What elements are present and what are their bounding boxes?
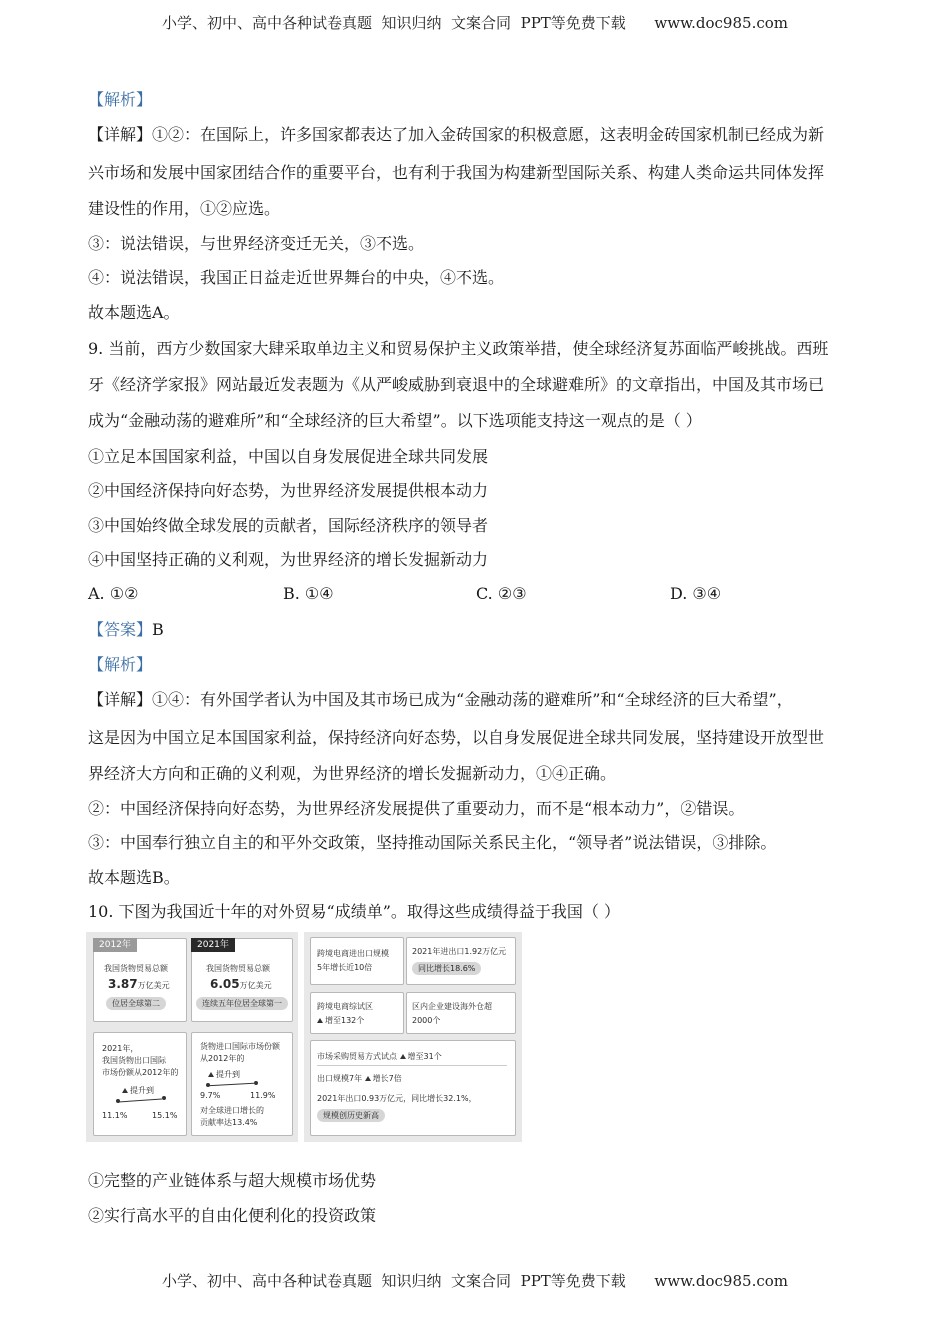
q9-stem-1: 9. 当前，西方少数国家大肆采取单边主义和贸易保护主义政策举措，使全球经济复苏面临严峻挑战。西班 xyxy=(88,339,829,358)
q9-detail-4: ②：中国经济保持向好态势，为世界经济发展提供了重要动力，而不是“根本动力”，②错误。 xyxy=(88,799,745,818)
up-arrow-icon xyxy=(317,1018,323,1023)
q9-options xyxy=(88,584,868,604)
detail-line-5: ④：说法错误，我国正日益走近世界舞台的中央，④不选。 xyxy=(88,268,505,287)
up-arrow-icon xyxy=(400,1054,406,1059)
tag-2012: 2012年 xyxy=(93,938,137,952)
c3-to: 15.1% xyxy=(152,1111,178,1120)
conclusion-line: 故本题选A。 xyxy=(88,303,180,322)
q10-statement-1: ①完整的产业链体系与超大规模市场优势 xyxy=(88,1171,377,1190)
up-arrow-icon xyxy=(365,1076,371,1081)
r1a-line-1: 跨境电商进出口规模 xyxy=(317,949,389,958)
q10-statement-2: ②实行高水平的自由化便利化的投资政策 xyxy=(88,1206,377,1225)
analysis-label: 【解析】 xyxy=(88,90,153,109)
c1-value-row xyxy=(108,977,170,991)
q9-statement-4: ④中国坚持正确的义利观，为世界经济的增长发掘新动力 xyxy=(88,550,489,569)
r2b-line-1: 区内企业建设海外仓超 xyxy=(412,1002,492,1011)
page-footer: 小学、初中、高中各种试卷真题 知识归纳 文案合同 PPT等免费下载 www.doc985.com xyxy=(161,1272,788,1290)
r3-divider xyxy=(317,1065,507,1066)
option-c: C. ②③ xyxy=(476,584,527,603)
card-pilot-zones xyxy=(310,992,404,1034)
card-market-procurement xyxy=(310,1040,516,1136)
option-d: D. ③④ xyxy=(670,584,722,603)
q9-statement-2: ②中国经济保持向好态势，为世界经济发展提供根本动力 xyxy=(88,481,489,500)
c3-line-2: 我国货物出口国际 xyxy=(102,1056,166,1065)
r3-line-1a: 市场采购贸易方式试点 xyxy=(317,1052,397,1061)
q9-analysis-label: 【解析】 xyxy=(88,655,153,674)
right-panel xyxy=(304,932,522,1142)
q9-statement-1: ①立足本国国家利益，中国以自身发展促进全球共同发展 xyxy=(88,447,489,466)
q9-detail-2: 这是因为中国立足本国国家利益，保持经济向好态势，以自身发展促进全球共同发展，坚持建设开放型世 xyxy=(88,728,825,747)
q9-answer xyxy=(88,620,868,640)
card-cross-border-scale xyxy=(310,937,404,985)
detail-line-4: ③：说法错误，与世界经济变迁无关，③不选。 xyxy=(88,234,425,253)
detail-line-2: 兴市场和发展中国家团结合作的重要平台，也有利于我国为构建新型国际关系、构建人类命运共同体发挥 xyxy=(88,163,825,182)
q9-detail-1 xyxy=(88,690,868,710)
card-cross-border-2021 xyxy=(406,937,516,985)
c4-from: 9.7% xyxy=(200,1091,221,1100)
c3-line-1: 2021年， xyxy=(102,1044,139,1053)
card-2021-total xyxy=(191,938,293,1022)
card-overseas-warehouse xyxy=(406,992,516,1034)
c3-dot-end xyxy=(162,1096,166,1100)
r1b-pill: 同比增长18.6% xyxy=(412,962,481,975)
q9-stem-3: 成为“金融动荡的避难所”和“全球经济的巨大希望”。以下选项能支持这一观点的是（ ） xyxy=(88,411,702,430)
c1-unit: 万亿美元 xyxy=(137,981,170,990)
c4-up xyxy=(208,1069,240,1080)
q9-detail-3: 界经济大方向和正确的义利观，为世界经济的增长发掘新动力，①④正确。 xyxy=(88,764,617,783)
c3-up xyxy=(122,1085,154,1096)
c4-line-3: 对全球进口增长的 xyxy=(200,1106,264,1115)
r2a-line-2-row xyxy=(317,1015,364,1026)
c2-unit: 万亿美元 xyxy=(239,981,272,990)
detail-label: 【详解】 xyxy=(88,125,153,144)
c2-value: 6.05 xyxy=(210,977,240,991)
r2b-line-2: 2000个 xyxy=(412,1016,441,1025)
c2-value-row xyxy=(210,977,272,991)
c1-pill: 位居全球第二 xyxy=(106,997,166,1010)
c3-trend-line xyxy=(118,1098,162,1102)
detail-text: ①②：在国际上，许多国家都表达了加入金砖国家的积极意愿，这表明金砖国家机制已经成为新 xyxy=(152,125,825,144)
answer-value: B xyxy=(152,620,164,639)
up-arrow-icon xyxy=(208,1072,214,1077)
c4-dot-end xyxy=(254,1081,258,1085)
r3-pill: 规模创历史新高 xyxy=(317,1109,385,1122)
q9-stem-2: 牙《经济学家报》网站最近发表题为《从严峻威胁到衰退中的全球避难所》的文章指出，中国及其市场已 xyxy=(88,375,825,394)
r2a-line-2: 增至132个 xyxy=(325,1016,365,1025)
card-import-share xyxy=(191,1032,293,1136)
q10-stem: 10. 下图为我国近十年的对外贸易“成绩单”。取得这些成绩得益于我国（ ） xyxy=(88,902,620,921)
q9-conclusion: 故本题选B。 xyxy=(88,868,180,887)
r3-line-2a: 出口规模7年 xyxy=(317,1074,363,1083)
r1a-line-2: 5年增长近10倍 xyxy=(317,963,373,972)
c1-label: 我国货物贸易总额 xyxy=(104,964,168,973)
r3-line-1 xyxy=(317,1051,442,1062)
answer-label: 【答案】 xyxy=(88,620,153,639)
r1b-line-1: 2021年进出口1.92万亿元 xyxy=(412,947,507,956)
q9-detail-text: ①④：有外国学者认为中国及其市场已成为“金融动荡的避难所”和“全球经济的巨大希望”， xyxy=(152,690,793,709)
up-arrow-icon xyxy=(122,1088,128,1093)
detail-line-1 xyxy=(88,125,868,145)
q9-detail-5: ③：中国奉行独立自主的和平外交政策，坚持推动国际关系民主化，“领导者”说法错误，③排除。 xyxy=(88,833,777,852)
left-panel xyxy=(86,932,298,1142)
c3-up-text: 提升到 xyxy=(130,1086,154,1095)
tag-2021: 2021年 xyxy=(191,938,235,952)
c1-value: 3.87 xyxy=(108,977,138,991)
r3-line-3: 2021年出口0.93万亿元，同比增长32.1%， xyxy=(317,1094,477,1103)
c2-pill: 连续五年位居全球第一 xyxy=(196,997,288,1010)
c4-up-text: 提升到 xyxy=(216,1070,240,1079)
c4-to: 11.9% xyxy=(250,1091,276,1100)
q9-detail-label: 【详解】 xyxy=(88,690,153,709)
trade-infographic xyxy=(86,932,522,1142)
detail-line-3: 建设性的作用，①②应选。 xyxy=(88,199,281,218)
r3-line-2 xyxy=(317,1073,402,1084)
c3-from: 11.1% xyxy=(102,1111,128,1120)
c4-line-2: 从2012年的 xyxy=(200,1054,245,1063)
card-2012-total xyxy=(93,938,187,1022)
c4-line-4: 贡献率达13.4% xyxy=(200,1118,258,1127)
c2-label: 我国货物贸易总额 xyxy=(206,964,270,973)
r3-line-2b: 增长7倍 xyxy=(372,1074,402,1083)
r3-line-1b: 增至31个 xyxy=(407,1052,442,1061)
card-export-share xyxy=(93,1032,187,1136)
q9-statement-3: ③中国始终做全球发展的贡献者，国际经济秩序的领导者 xyxy=(88,516,489,535)
c4-trend-line xyxy=(208,1083,254,1086)
r2a-line-1: 跨境电商综试区 xyxy=(317,1002,373,1011)
c4-line-1: 货物进口国际市场份额 xyxy=(200,1042,280,1051)
page-header: 小学、初中、高中各种试卷真题 知识归纳 文案合同 PPT等免费下载 www.doc985.com xyxy=(161,14,788,32)
option-b: B. ①④ xyxy=(283,584,334,603)
option-a: A. ①② xyxy=(88,584,139,603)
c3-line-3: 市场份额从2012年的 xyxy=(102,1068,179,1077)
